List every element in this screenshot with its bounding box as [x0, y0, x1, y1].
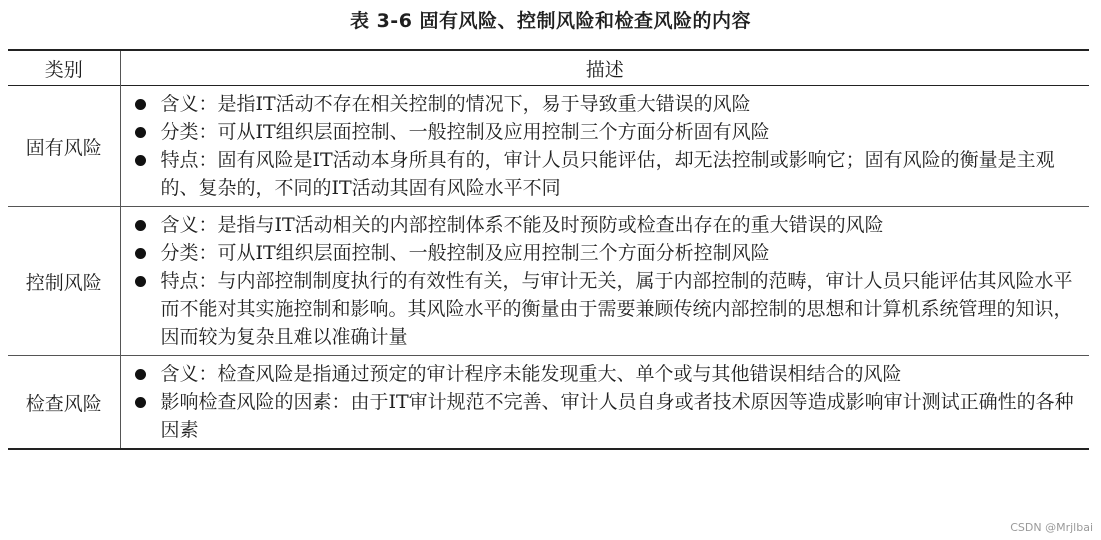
description-cell: [120, 86, 1089, 207]
table-row-control-risk: [8, 207, 1089, 356]
item-text: 特点：与内部控制制度执行的有效性有关，与审计无关，属于内部控制的范畴，审计人员只能评估其风险水平而不能对其实施控制和影响。其风险水平的衡量由于需要兼顾传统内部控制的思想和计算机系统管理的知识，因而较为复杂且难以准确计量: [160, 270, 1073, 348]
table-caption: 表 3-6 固有风险、控制风险和检查风险的内容: [349, 10, 752, 32]
bullet-icon: [135, 276, 146, 287]
bullet-list: [121, 207, 1090, 355]
item-text: 含义：是指与IT活动相关的内部控制体系不能及时预防或检查出存在的重大错误的风险: [160, 214, 884, 236]
category-cell: 检查风险: [8, 356, 120, 450]
header-row: [8, 50, 1089, 86]
table-row-detection-risk: [8, 356, 1089, 450]
bullet-icon: [135, 99, 146, 110]
list-item: [131, 239, 1080, 267]
item-text: 特点：固有风险是IT活动本身所具有的，审计人员只能评估，却无法控制或影响它；固有风险的衡量是主观的、复杂的，不同的IT活动其固有风险水平不同: [160, 149, 1055, 199]
bullet-icon: [135, 220, 146, 231]
list-item: [131, 360, 1080, 388]
list-item: [131, 118, 1080, 146]
bullet-list: [121, 356, 1090, 448]
item-text: 含义：是指IT活动不存在相关控制的情况下，易于导致重大错误的风险: [160, 93, 751, 115]
list-item: [131, 90, 1080, 118]
list-item: [131, 267, 1080, 351]
bullet-icon: [135, 397, 146, 408]
list-item: [131, 146, 1080, 202]
list-item: [131, 388, 1080, 444]
header-description: 描述: [585, 58, 624, 81]
item-text: 含义：检查风险是指通过预定的审计程序未能发现重大、单个或与其他错误相结合的风险: [160, 363, 902, 385]
bullet-icon: [135, 127, 146, 138]
header-category: 类别: [8, 50, 120, 86]
description-cell: [120, 207, 1089, 356]
bullet-list: [121, 86, 1090, 206]
bullet-icon: [135, 369, 146, 380]
category-cell: 控制风险: [8, 207, 120, 356]
item-text: 分类：可从IT组织层面控制、一般控制及应用控制三个方面分析固有风险: [160, 121, 770, 143]
item-text: 分类：可从IT组织层面控制、一般控制及应用控制三个方面分析控制风险: [160, 242, 770, 264]
item-text: 影响检查风险的因素：由于IT审计规范不完善、审计人员自身或者技术原因等造成影响审计测试正确性的各种因素: [160, 391, 1074, 441]
risk-table: [8, 49, 1089, 450]
bullet-icon: [135, 248, 146, 259]
bullet-icon: [135, 155, 146, 166]
description-cell: [120, 356, 1089, 450]
list-item: [131, 211, 1080, 239]
table-row-inherent-risk: [8, 86, 1089, 207]
watermark: CSDN @Mrjlbai: [1010, 521, 1093, 534]
category-cell: 固有风险: [8, 86, 120, 207]
